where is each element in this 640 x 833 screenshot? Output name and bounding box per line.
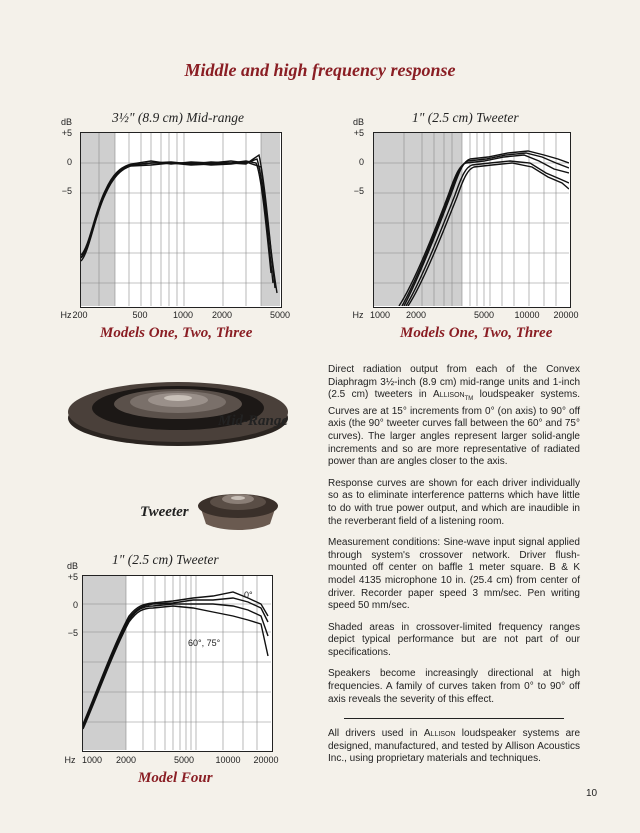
paragraph-individual-curves: Response curves are shown for each driver individually so as to eliminate interference patterns which have little to do with true power output, and which are inaudible in the reverberant field of a listening room. [328,477,580,527]
tweeter-x-tick-5000: 5000 [473,310,495,320]
model4-shaded-low [83,576,126,750]
model4-y-tick-plus5: +5 [67,572,78,582]
tweeter-photo-label: Tweeter [140,504,189,520]
tweeter-driver-photo [192,484,284,532]
model4-x-tick-2000: 2000 [115,755,137,765]
tweeter-chart-title: 1" (2.5 cm) Tweeter [412,110,519,125]
tweeter-y-unit: dB [352,117,364,127]
midrange-x-tick-2000: 2000 [211,310,233,320]
midrange-y-tick-minus5: −5 [61,186,72,196]
midrange-shaded-high [261,133,280,306]
tweeter-x-unit: Hz [352,310,364,320]
model4-x-tick-1000: 1000 [81,755,103,765]
description-text [328,364,580,715]
paragraph-manufacturing: All drivers used in Allison loudspeaker systems are designed, manufactured, and tested by Allison Acoustics Inc., using proprietary materials and techniques. [328,728,581,765]
model4-x-tick-20000: 20000 [253,755,279,765]
tweeter-y-tick-0: 0 [358,157,364,167]
model4-x-tick-10000: 10000 [215,755,241,765]
tweeter-x-tick-2000: 2000 [405,310,427,320]
midrange-driver-photo [66,372,291,450]
tweeter-y-tick-minus5: −5 [353,186,364,196]
paragraph-directional: Speakers become increasingly directional at high frequencies. A family of curves taken from 0° to 90° off axis reveals the severity of this effect. [328,668,580,705]
tweeter-shaded-low [374,133,462,306]
brand-name: Allison [423,728,456,739]
midrange-y-tick-0: 0 [66,157,72,167]
model4-model-label: Model Four [138,770,213,786]
model4-response-chart [82,575,273,752]
paragraph-measurement: Measurement conditions: Sine-wave input signal applied through system's crossover network. Driver flush-mounted off center on baffle 1 meter square. B & K model 4135 microphone 10 in. (25.4 cm) from center of driver. Recorder paper speed 3 mm/sec. Pen writing speed 50 mm/sec. [328,537,580,612]
section-divider [344,718,564,719]
midrange-shaded-low [81,133,115,306]
paragraph-shaded-areas: Shaded areas in crossover-limited frequency ranges depict typical performance but are not part of our specifications. [328,621,580,658]
midrange-response-chart [80,132,282,308]
model4-chart-title: 1" (2.5 cm) Tweeter [112,552,219,567]
page-number: 10 [586,788,598,799]
tweeter-model-label: Models One, Two, Three [400,325,553,341]
model4-annotation-60-75deg: 60°, 75° [188,638,221,648]
midrange-x-tick-500: 500 [132,310,148,320]
tweeter-x-tick-20000: 20000 [553,310,579,320]
model4-y-tick-0: 0 [72,600,78,610]
paragraph-radiation: Direct radiation output from each of the Convex Diaphragm 3½-inch (8.9 cm) mid-range units and 1-inch (2.5 cm) tweeters in Allison$_{TM}$ loudspeaker systems. Curves are at 15° increments from 0° (on axis) to 90° off axis (the 90° tweeter curves fall between the 60° and 75° curves). The larger angles represent larger solid-angle increments and so are more representative of radiated power than are angles closer to the axis. [328,364,580,468]
tweeter-x-tick-10000: 10000 [514,310,540,320]
brand-name: Allison [433,389,465,401]
midrange-y-unit: dB [60,117,72,127]
model4-x-tick-5000: 5000 [173,755,195,765]
tweeter-y-tick-plus5: +5 [353,128,364,138]
tweeter-x-tick-1000: 1000 [369,310,391,320]
midrange-model-label: Models One, Two, Three [100,325,253,341]
midrange-x-tick-1000: 1000 [172,310,194,320]
page-title: Middle and high frequency response [184,60,456,80]
tweeter-response-chart [373,132,571,308]
midrange-x-tick-200: 200 [72,310,88,320]
model4-x-unit: Hz [64,755,76,765]
midrange-photo-label: Mid-Range [218,413,289,429]
midrange-x-unit: Hz [60,310,72,320]
midrange-x-tick-5000: 5000 [269,310,291,320]
manufacturing-text [328,728,580,775]
trademark: TM [464,396,474,403]
model4-y-tick-minus5: −5 [67,628,78,638]
model4-y-unit: dB [66,561,78,571]
midrange-chart-title: 3½" (8.9 cm) Mid-range [112,110,245,125]
model4-annotation-0deg: 0° [244,590,253,600]
midrange-y-tick-plus5: +5 [61,128,72,138]
